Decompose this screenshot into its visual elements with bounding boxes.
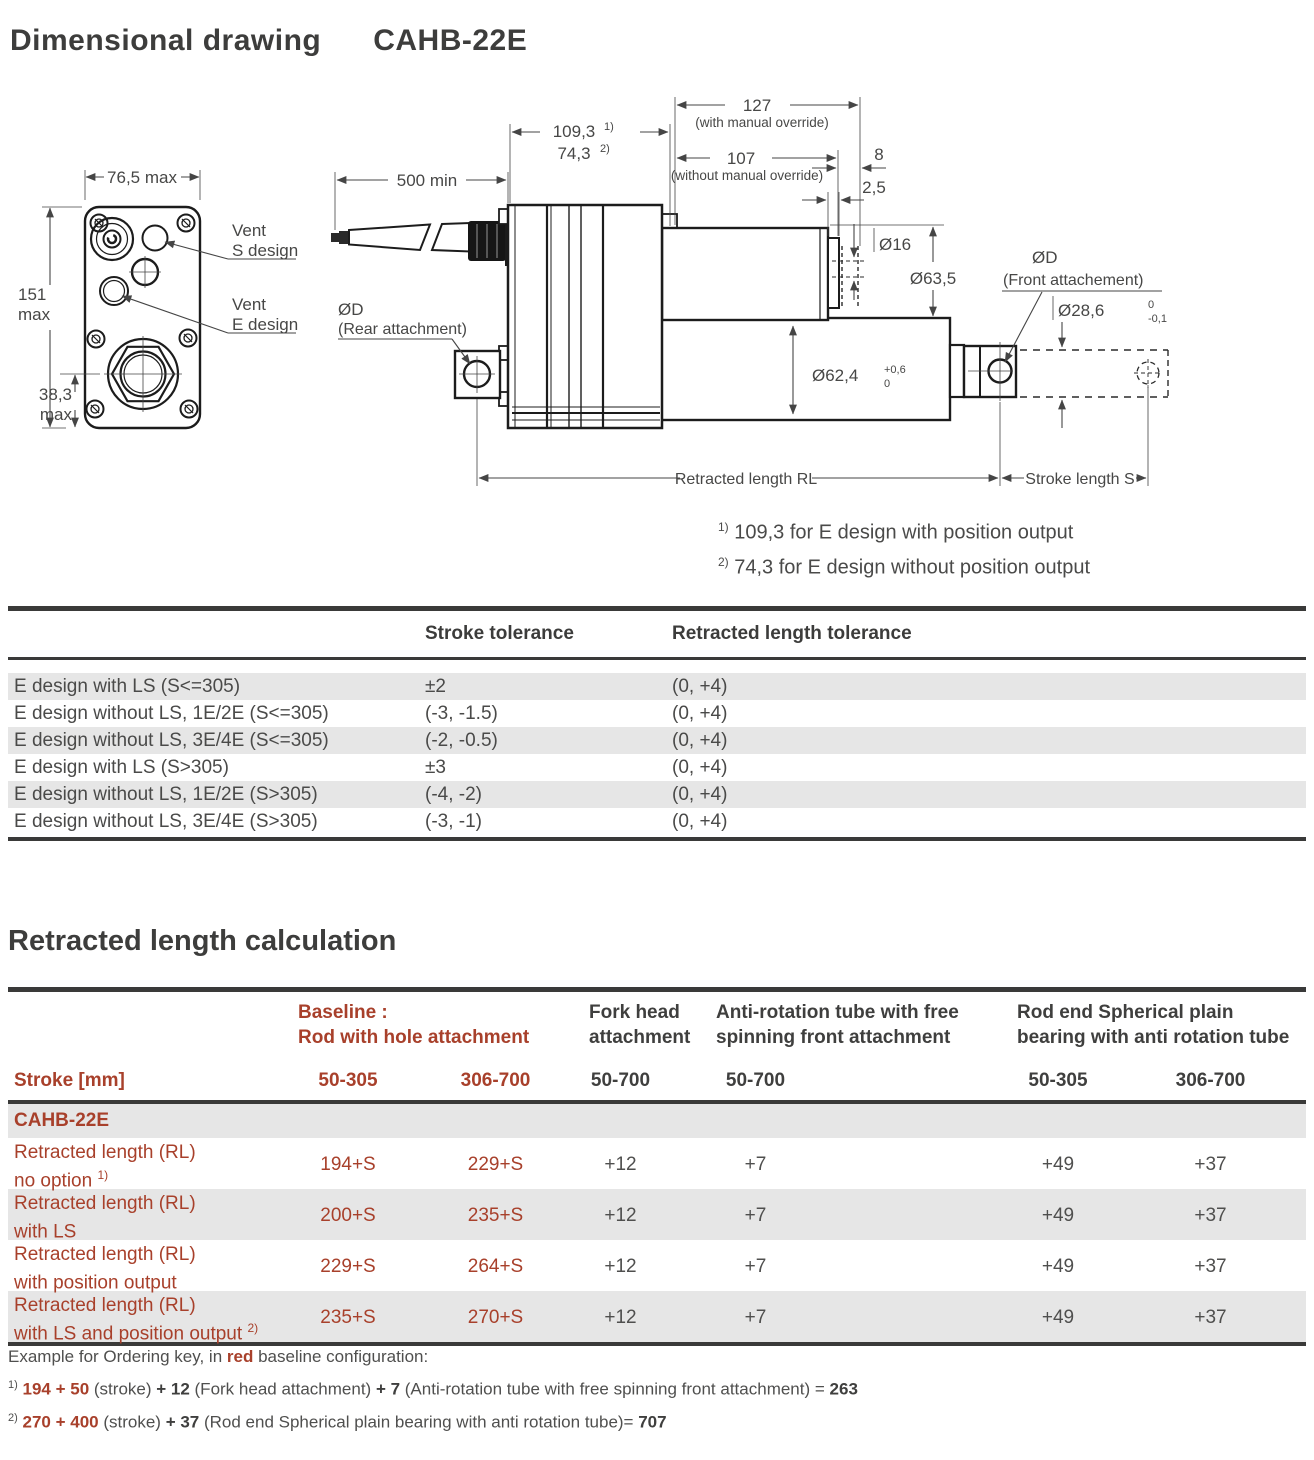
- group-header-fork: Fork head attachment: [589, 1002, 691, 1048]
- motor: [662, 214, 839, 320]
- table-row: Retracted length (RL) with LS 200+S 235+S +12 +7 +49 +37: [8, 1189, 1306, 1240]
- dim-bottom-label-2: max: [39, 405, 72, 424]
- table-row: E design with LS (S<=305) ±2 (0, +4): [8, 673, 1306, 700]
- table-row: E design with LS (S>305) ±3 (0, +4): [14, 756, 728, 778]
- footnote-1: $^{1)}$ 109,3 for E design with position output: [718, 520, 1074, 544]
- table-row: E design without LS, 1E/2E (S>305) (-4, -2) (0, +4): [8, 781, 1306, 808]
- rear-attachment-label: (Rear attachment): [338, 321, 467, 338]
- row-label: Retracted length (RL) with LS: [14, 1193, 196, 1243]
- table-row: E design without LS, 3E/4E (S<=305) (-2, -0.5) (0, +4): [8, 727, 1306, 754]
- tolerance-table-header: [8, 611, 1306, 660]
- actuator-main-view: [331, 96, 1168, 488]
- front-attachment-label: (Front attachement): [1003, 272, 1144, 289]
- page-title: [10, 24, 527, 58]
- model-row: CAHB-22E: [8, 1104, 1306, 1138]
- front-attachment-dia-label: ØD: [1032, 248, 1058, 267]
- table-row: E design without LS, 3E/4E (S>305) (-3, -1) (0, +4): [14, 810, 728, 832]
- dim-743-sup: 2): [600, 143, 610, 155]
- table-row: Retracted length (RL) with LS and position output $^{2)}$ 235+S 270+S +12 +7 +49 +37: [8, 1291, 1306, 1346]
- tolerance-table: [8, 606, 1306, 841]
- dim-o286-tol-top: 0: [1148, 299, 1155, 311]
- vent-e-label-2: E design: [232, 315, 299, 334]
- dim-127-label: 127: [742, 96, 772, 115]
- dim-cable-label: 500 min: [396, 171, 458, 190]
- calc-group-headers: [8, 1000, 1306, 1050]
- section-title: Retracted length calculation: [8, 925, 397, 957]
- table-row: Retracted length (RL) no option $^{1)}$ 194+S 229+S +12 +7 +49 +37: [8, 1138, 1306, 1189]
- example-intro: Example for Ordering key, in red baseline configuration:: [8, 1347, 429, 1366]
- vent-s-hole: [143, 226, 168, 251]
- dim-height-label-2: max: [18, 305, 51, 324]
- dim-o624-label: Ø62,4: [812, 366, 859, 385]
- dim-107-note: (without manual override): [670, 168, 824, 183]
- dim-743-label: 74,3: [557, 144, 591, 163]
- dim-bottom-label: 38,3: [38, 385, 72, 404]
- footnote-2: $^{2)}$ 74,3 for E design without position output: [718, 554, 1091, 579]
- col-header-stroke-tolerance: Stroke tolerance: [425, 623, 574, 644]
- model-name: CAHB-22E: [373, 24, 528, 57]
- dim-o286-label: Ø28,6: [1058, 301, 1105, 320]
- stroke-header: Stroke [mm]: [14, 1070, 125, 1091]
- dim-o624-tol-bottom: 0: [884, 378, 891, 390]
- dim-1093-sup: 1): [604, 121, 614, 133]
- calculation-table: [8, 987, 1306, 1346]
- power-cable: [331, 223, 470, 252]
- drawing-footnotes: [718, 513, 1090, 582]
- page-title-text: Dimensional drawing: [10, 24, 322, 57]
- retracted-length-label: Retracted length RL: [674, 471, 818, 488]
- dim-o635-label: Ø63,5: [909, 269, 957, 288]
- group-header-rod-end: Rod end Spherical plain bearing with anti rotation tube: [1017, 1002, 1290, 1048]
- dim-o286-tol-bottom: -0,1: [1148, 313, 1167, 325]
- dim-o16-label: Ø16: [879, 235, 912, 254]
- dim-1093-label: 109,3: [552, 122, 596, 141]
- row-label: Retracted length (RL) with position output: [14, 1244, 196, 1294]
- gearbox-side-view: [18, 168, 298, 428]
- rear-attachment: [455, 351, 500, 398]
- example-line-1: $^{1)}$ 194 + 50 (stroke) + 12 (Fork head attachment) + 7 (Anti-rotation tube with free spinning front attachment) = 263: [8, 1379, 858, 1399]
- dimensional-drawing: [0, 85, 1220, 505]
- calc-ranges-row: Stroke [mm] 50-305 306-700 50-700 50-700 50-305 306-700: [8, 1050, 1306, 1100]
- dim-127-note: (with manual override): [695, 115, 829, 130]
- outer-tube: [658, 318, 950, 420]
- vent-s-label: Vent: [232, 221, 267, 240]
- col-header-retracted-tolerance: Retracted length tolerance: [672, 623, 912, 644]
- stroke-length-label: Stroke length S: [1025, 471, 1135, 488]
- rear-attachment-dia-label: ØD: [338, 300, 364, 319]
- group-header-baseline: Baseline : Rod with hole attachment: [298, 1002, 530, 1048]
- row-label: Retracted length (RL) with LS and position output $^{2)}$: [14, 1295, 259, 1345]
- dim-25-label: 2,5: [862, 178, 886, 197]
- group-header-anti-rotation: Anti-rotation tube with free spinning front attachment: [716, 1002, 959, 1048]
- table-row: Retracted length (RL) with position output 229+S 264+S +12 +7 +49 +37: [8, 1240, 1306, 1291]
- row-label: Retracted length (RL) no option $^{1)}$: [14, 1142, 196, 1192]
- dim-height-label: 151: [18, 285, 47, 304]
- extended-rod-dashed: [1020, 350, 1168, 397]
- gearbox-housing: [499, 205, 662, 428]
- vent-s-label-2: S design: [232, 241, 299, 260]
- dim-8-label: 8: [874, 145, 884, 164]
- vent-e-label: Vent: [232, 295, 267, 314]
- example-line-2: $^{2)}$ 270 + 400 (stroke) + 37 (Rod end Spherical plain bearing with anti rotation tube)= 707: [8, 1411, 667, 1432]
- dim-o624-tol-top: +0,6: [884, 364, 906, 376]
- ordering-example: [8, 1347, 858, 1440]
- front-attachment: [950, 342, 1016, 401]
- dim-107-label: 107: [726, 149, 756, 168]
- table-row: E design without LS, 1E/2E (S<=305) (-3, -1.5) (0, +4): [14, 702, 728, 724]
- dim-width-label: 76,5 max: [107, 168, 177, 187]
